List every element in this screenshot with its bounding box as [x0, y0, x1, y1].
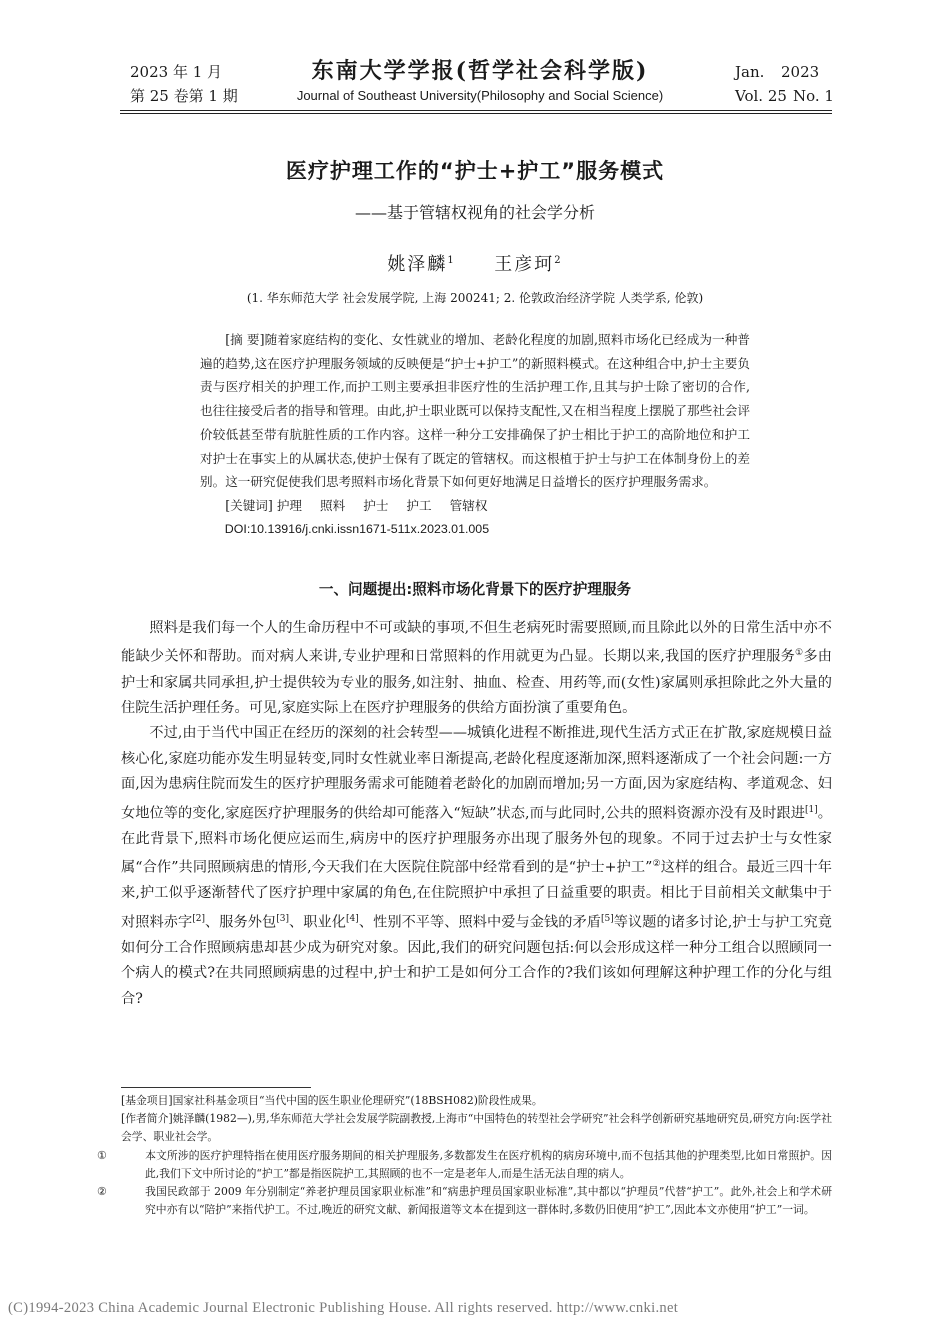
- doi: DOI:10.13916/j.cnki.issn1671-511x.2023.01.005: [224, 521, 490, 536]
- author-bio-text: 姚泽麟(1982—),男,华东师范大学社会发展学院副教授,上海市“中国特色的转型社会学研究”社会科学创新研究基地研究员,研究方向:医学社会学、职业社会学。: [121, 1112, 832, 1144]
- paragraph-text: 等议题的诸多讨论,护士与护工究竟如何分工合作照顾病患却甚少成为研究对象。因此,我们的研究问题包括:何以会形成这样一种分工组合以照顾同一个病人的模式?在共同照顾病患的过程中,护士和护工是如何分工合作的?我们该如何理解这种护理工作的分化与组合?: [121, 914, 832, 1007]
- header-rule-top: [120, 110, 832, 111]
- fund-note: [121, 1092, 832, 1110]
- paragraph-text: 、性别不平等、照料中爱与金钱的矛盾: [358, 914, 601, 931]
- footnote-mark[interactable]: ①: [795, 648, 804, 659]
- footnote-1: [97, 1147, 832, 1183]
- issue-month-en: Jan.: [735, 63, 765, 81]
- journal-title-cn: 东南大学学报(哲学社会科学版): [311, 58, 649, 84]
- volume-issue-cn: 第 25 卷第 1 期: [130, 87, 238, 105]
- paragraph-text: 这样的组合。最近三四十年来,护工似乎逐渐替代了医疗护理中家属的角色,在住院照护中承担了日益重要的职责。相比于目前相关文献集中于对照料赤字: [121, 859, 832, 931]
- article-title: 医疗护理工作的“护士+护工”服务模式: [285, 159, 665, 183]
- paragraph-text: 、服务外包: [204, 914, 277, 931]
- keywords-label: [关键词]: [225, 497, 273, 513]
- section-heading: 一、问题提出:照料市场化背景下的医疗护理服务: [318, 581, 632, 598]
- header-right: [735, 60, 839, 108]
- citation-ref[interactable]: [3]: [276, 913, 289, 924]
- citation-ref[interactable]: [5]: [600, 913, 614, 924]
- issue-year-en: 2023: [781, 63, 820, 81]
- affiliation: (1. 华东师范大学 社会发展学院, 上海 200241; 2. 伦敦政治经济学院 人类学系, 伦敦): [246, 291, 704, 305]
- author-affil-mark: 1: [447, 255, 456, 266]
- volume-en: Vol. 25: [735, 87, 787, 105]
- keyword: 管辖权: [449, 497, 488, 513]
- footnote-number: ①: [97, 1148, 107, 1162]
- number-en: No. 1: [793, 87, 834, 105]
- footnote-2: [97, 1183, 832, 1219]
- footnote-text: 本文所涉的医疗护理特指在使用医疗服务期间的相关护理服务,多数都发生在医疗机构的病房环境中,而不包括其他的护理类型,比如日常照护。因此,我们下文中所讨论的“护工”都是指医院护工,其照顾的也不一定是老年人,而是生活无法自理的病人。: [145, 1148, 832, 1180]
- header-center: [260, 56, 700, 106]
- paragraph-text: 照料是我们每一个人的生命历程中不可或缺的事项,不但生老病死时需要照顾,而且除此以外的日常生活中亦不能缺少关怀和帮助。而对病人来讲,专业护理和日常照料的作用就更为凸显。长期以来,我国的医疗护理服务: [121, 620, 832, 666]
- body-paragraph: [121, 616, 832, 721]
- paragraph-text: 不过,由于当代中国正在经历的深刻的社会转型——城镇化进程不断推进,现代生活方式正在扩散,家庭规模日益核心化,家庭功能亦发生明显转变,同时女性就业率日渐提高,老龄化程度逐渐加深,照料逐渐成了一个社会问题:一方面,因为患病住院而发生的医疗护理服务需求可能随着老龄化的加剧而增加;另一方面,因为家庭结构、孝道观念、妇女地位等的变化,家庭医疗护理服务的供给却可能落入“短缺”状态,而与此同时,公共的照料资源亦没有及时跟进: [121, 725, 832, 822]
- abstract-text: 随着家庭结构的变化、女性就业的增加、老龄化程度的加剧,照料市场化已经成为一种普遍的趋势,这在医疗护理服务领域的反映便是“护士+护工”的新照料模式。在这种组合中,护士主要负责与医疗相关的护理工作,而护工则主要承担非医疗性的生活护理工作,且其与护士除了密切的合作,也往往接受后者的指导和管理。由此,护士职业既可以保持支配性,又在相当程度上摆脱了那些社会评价较低甚至带有肮脏性质的工作内容。这样一种分工安排确保了护士相比于护工的高阶地位和护工对护士在事实上的从属状态,使护士保有了既定的管辖权。而这根植于护士与护工在体制身份上的差别。这一研究促使我们思考照料市场化背景下如何更好地满足日益增长的医疗护理服务需求。: [200, 332, 750, 490]
- abstract-paragraph: [200, 328, 750, 494]
- keyword: 护理: [276, 497, 302, 513]
- fund-text: 国家社科基金项目“当代中国的医生职业伦理研究”(18BSH082)阶段性成果。: [172, 1094, 543, 1107]
- keyword: 护士: [363, 497, 389, 513]
- paragraph-text: 。在此背景下,照料市场化便应运而生,病房中的医疗护理服务亦出现了服务外包的现象。不同于过去护士与女性家属“合作”共同照顾病患的情形,今天我们在大医院住院部中经常看到的是“护士+护工”: [121, 805, 832, 876]
- author-bio-label: [作者简介]: [121, 1112, 173, 1126]
- journal-title-en: Journal of Southeast University(Philosophy and Social Science): [296, 88, 664, 103]
- citation-ref[interactable]: [2]: [192, 913, 205, 924]
- header-rule-bottom: [120, 113, 832, 114]
- author-name: 王彦珂: [494, 254, 555, 275]
- footnotes: [97, 1092, 832, 1219]
- paragraph-text: 、职业化: [289, 914, 347, 931]
- author-line: [0, 250, 950, 276]
- header-left: [130, 60, 238, 108]
- author-note: [121, 1110, 832, 1146]
- keyword: 照料: [320, 497, 346, 513]
- paragraph-text: 多由护士和家属共同承担,护士提供较为专业的服务,如注射、抽血、检查、用药等,而(女性)家属则承担除此之外大量的住院生活护理任务。可见,家庭实际上在医疗护理服务的供给方面扮演了重要角色。: [121, 649, 832, 716]
- abstract-block: [200, 328, 750, 541]
- author-affil-mark: 2: [554, 255, 563, 266]
- keywords-line: [200, 494, 750, 518]
- footnote-text: 我国民政部于 2009 年分别制定“养老护理员国家职业标准”和“病患护理员国家职业标准”,其中都以“护理员”代替“护工”。此外,社会上和学术研究中亦有以“陪护”来指代护工。不过,晚近的研究文献、新闻报道等文本在提到这一群体时,多数仍旧使用“护工”,因此本文亦使用“护工”一词。: [145, 1185, 832, 1217]
- issue-date: 2023 年 1 月: [130, 63, 223, 81]
- body-paragraph: [121, 721, 832, 1012]
- abstract-label: [摘 要]: [225, 332, 265, 347]
- footnote-number: ②: [97, 1185, 107, 1199]
- footnote-rule: [121, 1087, 311, 1088]
- article-subtitle: ——基于管辖权视角的社会学分析: [354, 203, 595, 222]
- author-name: 姚泽麟: [387, 254, 448, 275]
- body-text: [121, 616, 832, 1012]
- citation-ref[interactable]: [1]: [804, 804, 818, 815]
- copyright-watermark: (C)1994-2023 China Academic Journal Electronic Publishing House. All rights reserved. http://www.cnki.net: [8, 1300, 679, 1316]
- fund-label: [基金项目]: [121, 1094, 173, 1107]
- keyword: 护工: [406, 497, 432, 513]
- footnote-mark[interactable]: ②: [652, 859, 661, 870]
- citation-ref[interactable]: [4]: [346, 913, 359, 924]
